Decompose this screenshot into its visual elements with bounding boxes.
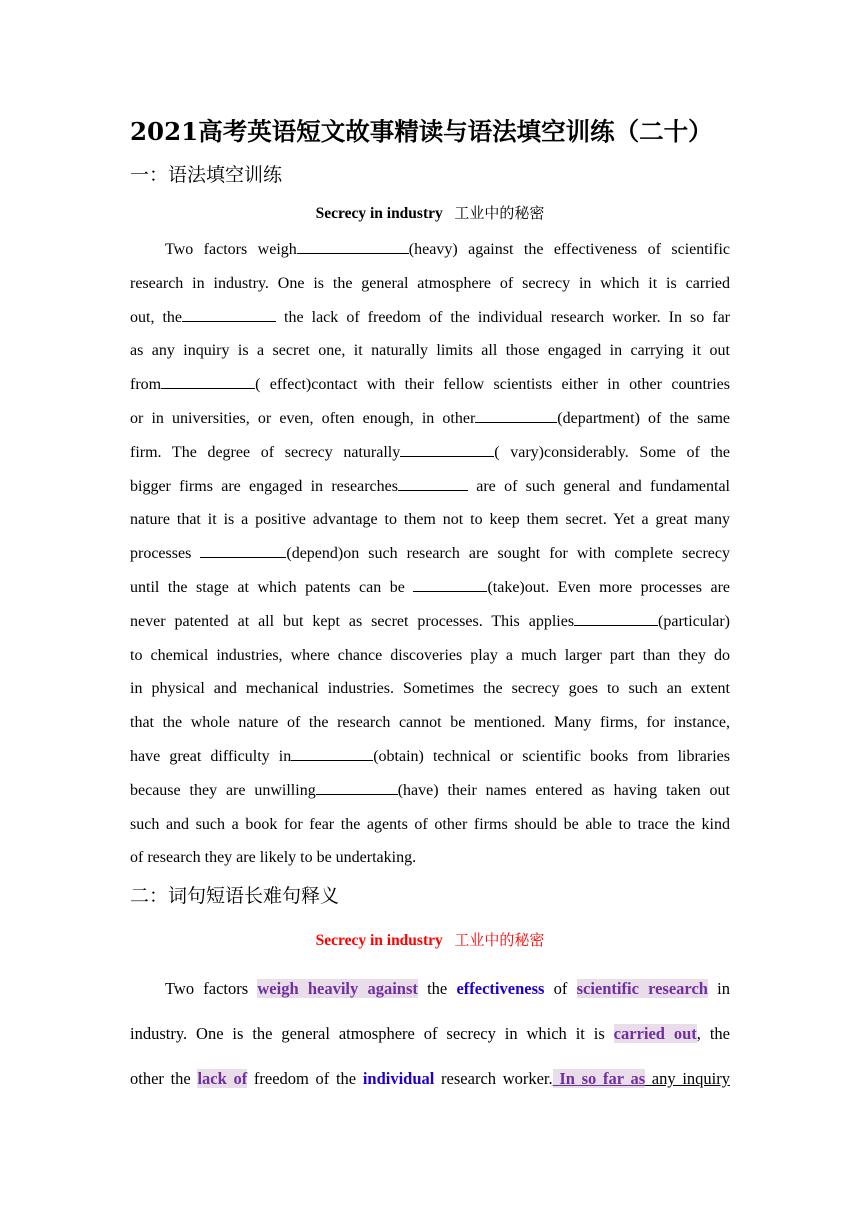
- cloze-passage: [130, 233, 730, 875]
- passage-line: nature that it is a positive advantage to them not to keep them secret. Yet a great many: [130, 511, 730, 529]
- passage-line: research in industry. One is the general atmosphere of secrecy in which it is carried: [130, 274, 730, 292]
- passage-line: or in universities, or even, often enough, in other (department) of the same: [130, 402, 730, 436]
- key-word: individual: [362, 1069, 435, 1088]
- passage-line: until the stage at which patents can be (take)out. Even more processes are: [130, 571, 730, 605]
- answer-blank[interactable]: [161, 373, 255, 389]
- answer-blank[interactable]: [400, 441, 494, 457]
- answer-blank[interactable]: [398, 475, 468, 491]
- annotated-line: Two factors weigh heavily against the effectiveness of scientific research in: [165, 979, 731, 998]
- subtitle-chinese: 工业中的秘密: [454, 204, 545, 222]
- annotated-subtitle: [130, 929, 730, 950]
- passage-line: that the whole nature of the research cannot be mentioned. Many firms, for instance,: [130, 714, 730, 732]
- answer-blank[interactable]: [297, 238, 409, 254]
- passage-line: have great difficulty in (obtain) technical or scientific books from libraries: [130, 740, 730, 774]
- key-word: effectiveness: [456, 979, 545, 998]
- passage-line: out, the the lack of freedom of the individual research worker. In so far: [130, 301, 730, 335]
- answer-blank[interactable]: [475, 407, 557, 423]
- passage-line: to chemical industries, where chance discoveries play a much larger part than they do: [130, 646, 730, 664]
- subtitle-english: Secrecy in industry: [315, 205, 443, 222]
- passage-line: of research they are likely to be undertaking.: [130, 849, 417, 867]
- annotated-passage: [130, 966, 730, 1101]
- answer-blank[interactable]: [182, 306, 276, 322]
- passage-line: because they are unwilling (have) their names entered as having taken out: [130, 774, 730, 808]
- passage-line: as any inquiry is a secret one, it naturally limits all those engaged in carrying it out: [130, 342, 730, 360]
- answer-blank[interactable]: [291, 745, 373, 761]
- key-phrase: In so far as: [552, 1069, 646, 1088]
- annotated-line: other the lack of freedom of the individual research worker. In so far as any inquiry: [130, 1069, 730, 1088]
- passage-line: never patented at all but kept as secret processes. This applies (particular): [130, 605, 730, 639]
- key-phrase: scientific research: [576, 979, 708, 998]
- subtitle2-chinese: 工业中的秘密: [454, 931, 545, 949]
- document-title: 2021高考英语短文故事精读与语法填空训练（二十）: [130, 117, 713, 146]
- key-phrase: lack of: [197, 1069, 248, 1088]
- passage-line: bigger firms are engaged in researches are of such general and fundamental: [130, 470, 730, 504]
- annotated-line: industry. One is the general atmosphere of secrecy in which it is carried out, the: [130, 1024, 730, 1043]
- passage-subtitle: [130, 202, 730, 223]
- passage-line: in physical and mechanical industries. Sometimes the secrecy goes to such an extent: [130, 680, 730, 698]
- passage-line: processes (depend)on such research are sought for with complete secrecy: [130, 537, 730, 571]
- key-phrase: carried out: [613, 1024, 697, 1043]
- section-heading-2: 二：词句短语长难句释义: [130, 885, 340, 907]
- passage-line: such and such a book for fear the agents of other firms should be able to trace the kind: [130, 815, 730, 833]
- key-phrase: weigh heavily against: [257, 979, 418, 998]
- answer-blank[interactable]: [574, 610, 658, 626]
- answer-blank[interactable]: [413, 576, 487, 592]
- passage-line: Two factors weigh (heavy) against the effectiveness of scientific: [130, 233, 730, 267]
- section-heading-1: 一：语法填空训练: [130, 164, 283, 186]
- subtitle2-english: Secrecy in industry: [315, 932, 443, 949]
- answer-blank[interactable]: [200, 542, 286, 558]
- passage-line: from ( effect)contact with their fellow scientists either in other countries: [130, 368, 730, 402]
- passage-line: firm. The degree of secrecy naturally ( vary)considerably. Some of the: [130, 436, 730, 470]
- answer-blank[interactable]: [316, 779, 398, 795]
